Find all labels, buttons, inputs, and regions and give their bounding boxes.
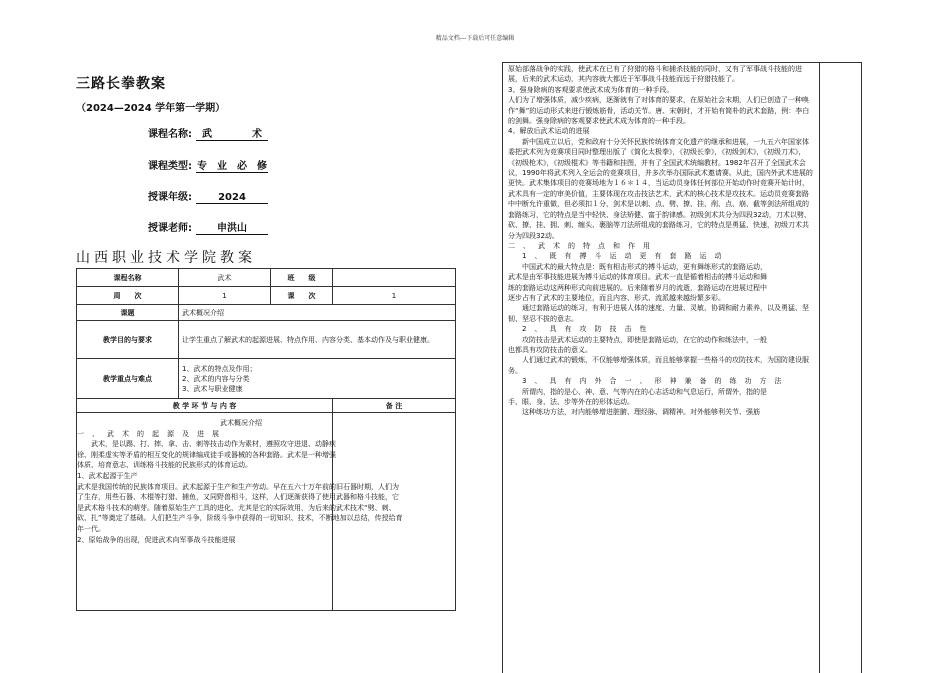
right-content bbox=[508, 64, 814, 418]
goal-cell: 让学生重点了解武术的起源进展、特点作用、内容分类、基本动作及与职业健康。 bbox=[179, 321, 456, 359]
key-cell bbox=[179, 359, 456, 399]
paragraph: 练的套路运动这两种形式向前进展的。后来随着岁月的流逝，套路运动在进展过程中 bbox=[508, 283, 767, 292]
key-cell-label: 教学重点与难点 bbox=[77, 359, 179, 399]
teacher-row bbox=[148, 219, 268, 235]
lesson-cell: 1 bbox=[333, 287, 456, 305]
course-name-value: 武 术 bbox=[196, 125, 268, 141]
goal-cell-label: 教学目的与要求 bbox=[77, 321, 179, 359]
course-name-row bbox=[148, 125, 268, 141]
course-type-value: 专 业 必 修 bbox=[196, 157, 268, 173]
subheading: 1、既有搏斗运动更有套路运动 bbox=[522, 252, 730, 261]
key-point: 3、武术与职业健康 bbox=[182, 384, 243, 393]
left-content bbox=[77, 418, 405, 545]
course-name-cell: 武术 bbox=[179, 269, 271, 287]
paragraph: 人们为了增强体质，减少疾病，逐渐就有了对体育的要求，在原始社会末期，人们已创造了一种唤作“舞”的运动形式来进行锻炼筋骨，活动关节。唐、宋朝时，才开始有简朴的武术套路，例：李白的剑舞。强身除病的客观要求使武术成为体育的一种手段。 bbox=[508, 96, 810, 126]
cover-term: （2024—2024 学年第一学期） bbox=[76, 103, 226, 114]
teacher-value: 申洪山 bbox=[196, 219, 268, 235]
paragraph: 武术，是以踢、打、摔、拿、击、刺等技击动作为素材，遵照攻守进退、动静疾 bbox=[91, 440, 336, 449]
topic-cell-label: 课题 bbox=[77, 305, 179, 321]
paragraph: 徐、刚柔虚实等矛盾的相互变化的规律编成徒手或器械的各种套路。武术是一种增强 bbox=[77, 450, 336, 459]
paragraph: 新中国成立以后，党和政府十分关怀民族传统体育文化遗产的继承和进展，一九五六年国家体委把武术列为竞赛项目同时整理出版了《简化太极拳》，《初级长拳》，《初级剑术》，《初级刀术》，《初级枪术》，《初级棍术》等书籍和挂图，并有了全国武术统编教材。1982年召开了全国武术会议，1990年将武术列入全运会的竞赛项目，并多次举办国际武术邀请赛。从此，国内外武术进展的更快。武术集体项目的竞赛场地为１６＊１４，当运动员身体任何部位开始动作时竞赛开始计时，武术具有一定的审美价值，主要体现在攻击技法艺术，武术的核心技术是攻技术。运动员竞赛套路中中断允许重做，但必须扣１分，剑术是以刺、点、劈、撩、挂、削、点、崩、截等剑法所组成的套路练习，它的特点是当中轻快、身法矫健、富于韵律感。初级剑术共分为四段32动，刀术以劈、砍、撩、挂、拥、刺、缠头、裹脑等刀法所组成的套路练习，它的特点是勇猛、快速，初级刀术共分为四段32动。 bbox=[508, 137, 813, 240]
course-name-label: 课程名称: bbox=[148, 129, 192, 140]
key-point: 2、武术的内容与分类 bbox=[182, 374, 250, 383]
paragraph: 手、眼、身、法、步等外在的形体运动。 bbox=[508, 398, 634, 406]
paragraph: 人们通过武术的锻炼，不仅能够增强体质，而且能够掌握一些格斗的攻防技术，为国防建设服务。 bbox=[508, 356, 809, 375]
week-cell-label: 周 次 bbox=[77, 287, 179, 305]
subheading: 2、原始战争的出现，促进武术向军事战斗技能进展 bbox=[77, 535, 236, 544]
paragraph: 中国武术的最大特点是：既有相击形式的搏斗运动，更有舞练形式的套路运动， bbox=[522, 262, 767, 271]
college-title: 山西职业技术学院教案 bbox=[76, 250, 256, 266]
section-header: 教 学 环 节 与 内 容 bbox=[77, 399, 333, 413]
course-type-label: 课程类型: bbox=[148, 161, 192, 172]
paragraph: 体质、培育意志、训练格斗技能的民族形式的体育运动。 bbox=[77, 461, 252, 470]
section-title: 一、武术的起源及进展 bbox=[77, 429, 227, 438]
class-cell bbox=[333, 269, 456, 287]
header-note: 精品文档---下载后可任意编辑 bbox=[435, 35, 515, 42]
subheading: 2、具有攻防技击性 bbox=[522, 325, 655, 334]
grade-value: 2024 bbox=[196, 192, 268, 204]
key-point: 1、武术的特点及作用； bbox=[182, 364, 257, 373]
paragraph: 逐步占有了武术的主要地位，而且内容、形式、流派越来越纷繁多彩。 bbox=[508, 293, 725, 302]
content-heading: 武术概况介绍 bbox=[220, 419, 262, 427]
remark-header: 备 注 bbox=[333, 399, 456, 413]
paragraph: 也都具有攻防技击的意义。 bbox=[508, 345, 592, 354]
paragraph: 所谓内，指的是心、神、意、气等内在的心志活动和气息运行，所谓外，指的是 bbox=[522, 387, 767, 396]
class-cell-label: 班 级 bbox=[271, 269, 333, 287]
week-cell: 1 bbox=[179, 287, 271, 305]
subheading: 3、强身除病的客观要求使武术成为体育的一种手段。 bbox=[508, 85, 674, 94]
paragraph: 这种练功方法，对内能够增进脏腑、理经脉、调精神。对外能够利关节、强筋 bbox=[522, 408, 760, 417]
cover-title: 三路长拳教案 bbox=[76, 76, 166, 92]
course-name-cell-label: 课程名称 bbox=[77, 269, 179, 287]
grade-label: 授课年级: bbox=[148, 192, 192, 203]
section-title: 二、武术的特点和作用 bbox=[508, 241, 658, 250]
teacher-label: 授课老师: bbox=[148, 223, 192, 234]
paragraph: 武术是我国传统的民族体育项目。武术起源于生产和生产劳动。早在五六十万年前的旧石器时期，人们为了生存，用些石器、木棍等打猎、捕鱼，又同野兽相斗，这样，人们逐渐获得了使用武器和格斗技能，它是武术格斗技术的萌芽。随着原始生产工具的进化，尤其是它的实际效用，为后来的武术技术“劈、刺、砍、扎”等奠定了基础。人们把生产斗争，阶级斗争中获得的一切知识、技术，不断地加以总结，传授给育年一代。 bbox=[77, 482, 403, 533]
paragraph: 通过套路运动的练习，有利于进展人体的速度、力量、灵敏、协调和耐力素养，以及勇猛、坚韧、坚忍不拔的意志。 bbox=[508, 304, 809, 323]
paragraph: 武术是由军事技能进展为搏斗运动的体育项目。武术一直是循着相击的搏斗运动和舞 bbox=[508, 273, 767, 282]
paragraph: 原始部落战争的实践，使武术在已有了狩猎的格斗和捕杀技能的同时，又有了军事战斗技能的进展，后来的武术运动，其内容就大都近于军事战斗技能而远于狩猎技能了。 bbox=[508, 65, 802, 84]
course-type-row bbox=[148, 157, 268, 173]
topic-cell: 武术概况介绍 bbox=[179, 305, 456, 321]
remark-column-divider bbox=[819, 63, 820, 673]
paragraph: 攻防技击是武术运动的主要特点，即使是套路运动，在它的动作和练法中，一般 bbox=[522, 335, 767, 344]
subheading: 1、武术起源于生产 bbox=[77, 471, 138, 480]
grade-row bbox=[148, 188, 268, 204]
lesson-cell-label: 课 次 bbox=[271, 287, 333, 305]
subheading: 3、具有内外合一、形神兼备的练功方法 bbox=[522, 377, 790, 386]
subheading: 4、解放后武术运动的进展 bbox=[508, 127, 590, 136]
